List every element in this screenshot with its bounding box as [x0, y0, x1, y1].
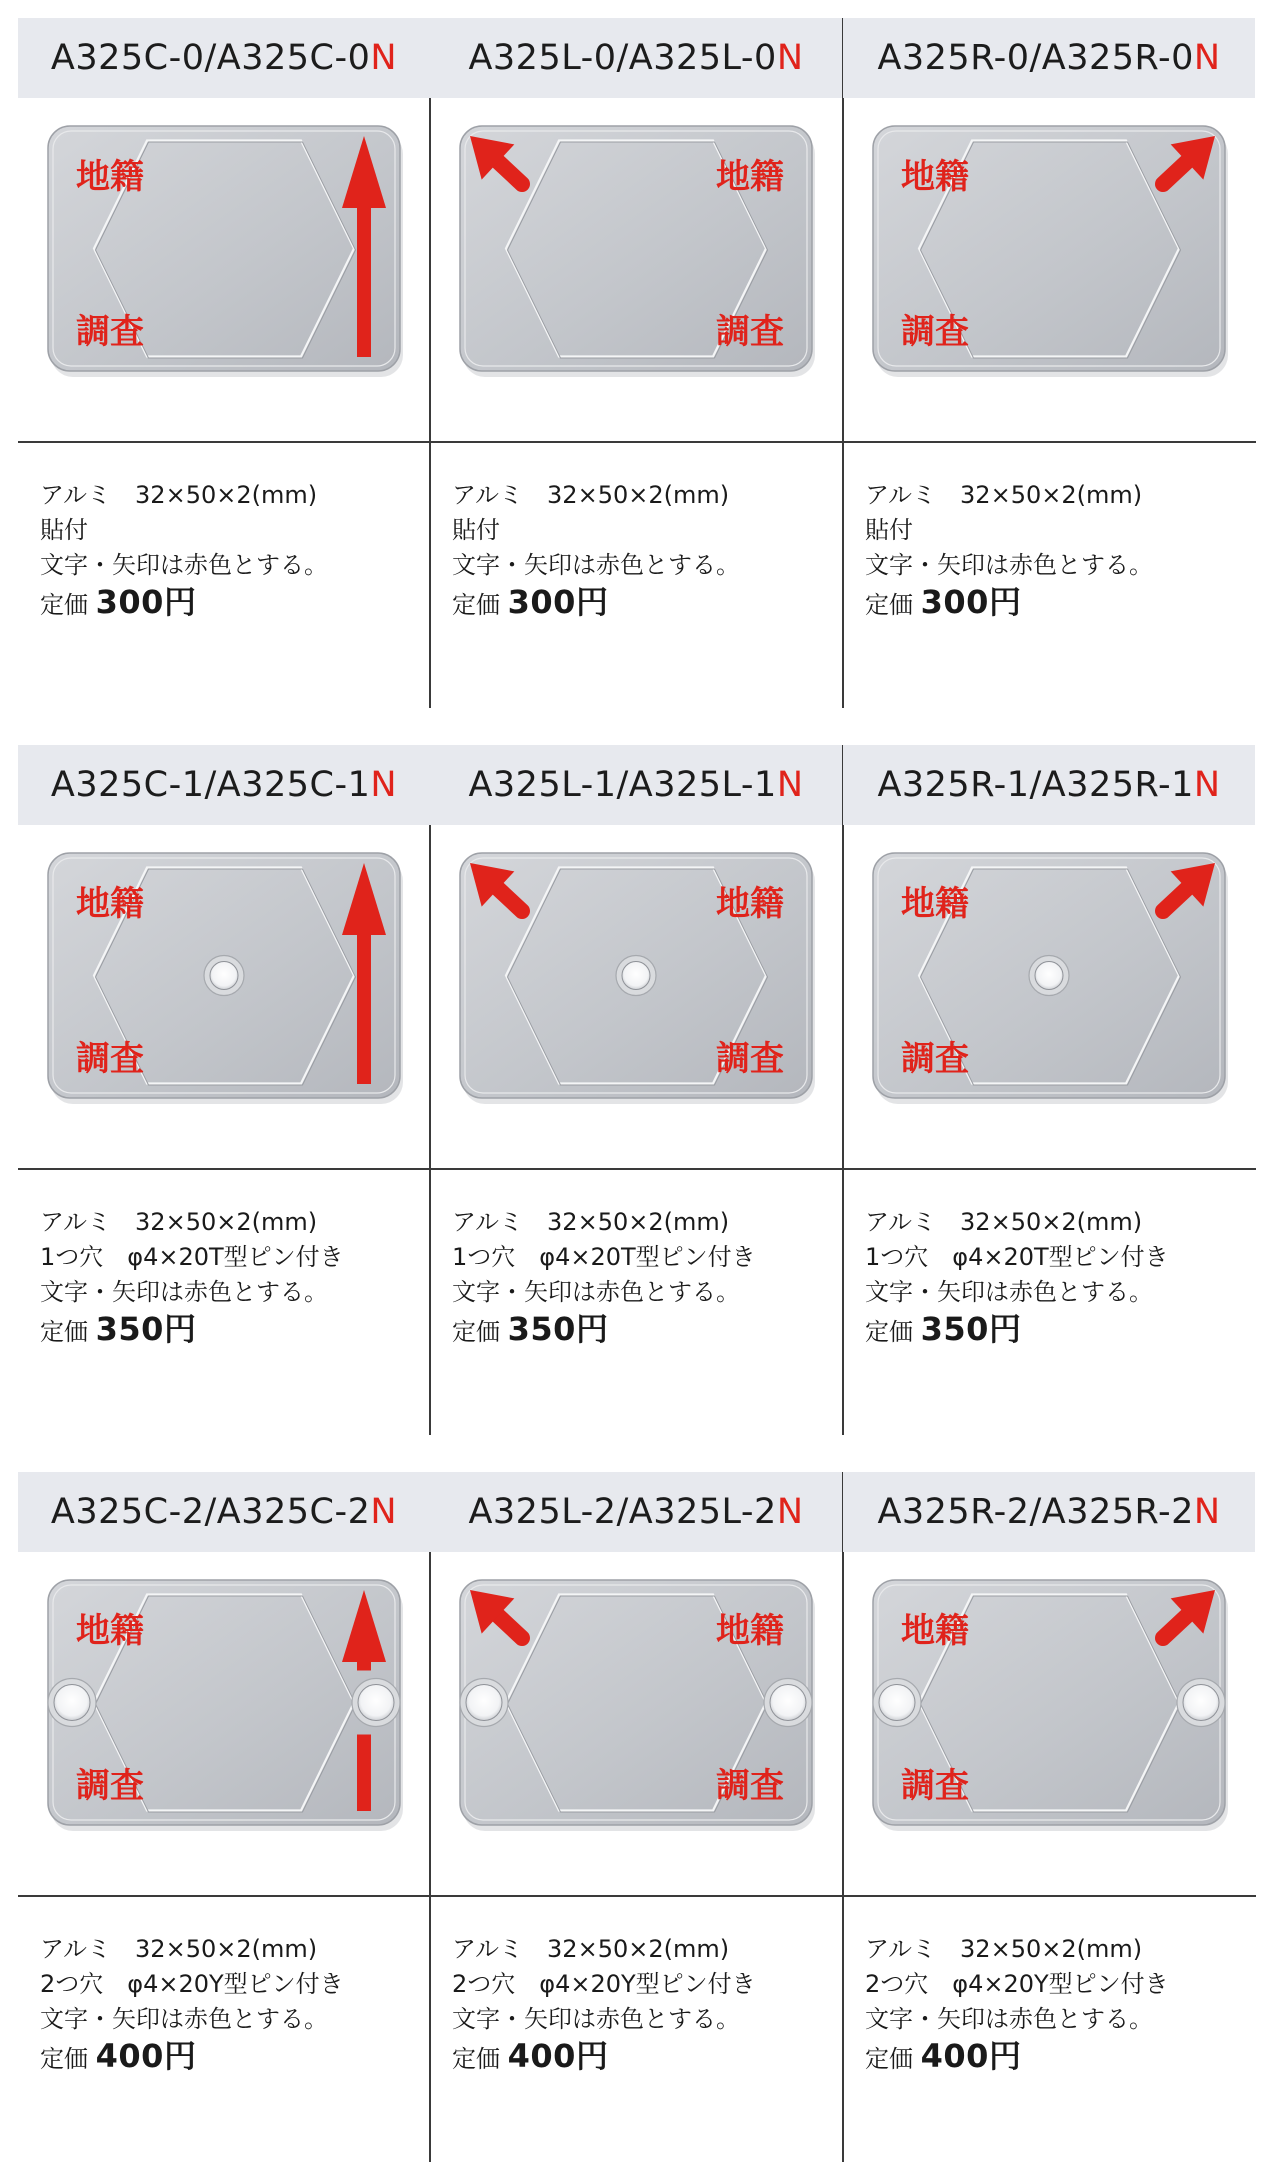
label-bottom: 調査 — [901, 1766, 969, 1806]
mounting-hole — [770, 1685, 806, 1721]
mounting-hole — [210, 962, 238, 990]
product-cell — [843, 745, 1255, 1435]
spec-material: アルミ 32×50×2(mm) — [452, 1208, 730, 1236]
plate-image — [843, 98, 1255, 441]
product-code: A325L-2/A325L-2N — [468, 1492, 804, 1532]
mounting-hole — [466, 1685, 502, 1721]
code-suffix: N — [776, 38, 804, 78]
product-section-1 — [18, 745, 1256, 1435]
mounting-hole — [622, 962, 650, 990]
spec-color-note: 文字・矢印は赤色とする。 — [40, 1278, 328, 1306]
plate-image — [18, 98, 430, 441]
label-bottom: 調査 — [76, 1039, 144, 1079]
price-amount: 300円 — [95, 583, 197, 621]
plate-image — [843, 825, 1255, 1168]
spec-mount: 1つ穴 φ4×20T型ピン付き — [452, 1243, 756, 1271]
plate-image — [430, 825, 842, 1168]
product-header — [18, 1472, 430, 1552]
label-top: 地籍 — [901, 157, 969, 197]
product-description — [40, 1205, 424, 1350]
product-code: A325L-0/A325L-0N — [468, 38, 804, 78]
product-code: A325R-1/A325R-1N — [877, 765, 1221, 805]
product-header — [843, 18, 1255, 98]
code-suffix: N — [776, 1492, 804, 1532]
price-label: 定価 — [452, 591, 500, 619]
product-cell — [843, 1472, 1255, 2162]
label-bottom: 調査 — [901, 1039, 969, 1079]
spec-material: アルミ 32×50×2(mm) — [40, 1208, 318, 1236]
price — [40, 1312, 424, 1350]
product-cell — [18, 745, 430, 1435]
price-label: 定価 — [40, 1318, 88, 1346]
code-suffix: N — [370, 1492, 398, 1532]
product-cell — [18, 1472, 430, 2162]
spec-color-note: 文字・矢印は赤色とする。 — [452, 2005, 740, 2033]
price — [865, 1312, 1249, 1350]
product-description — [40, 1932, 424, 2077]
spec-mount: 貼付 — [40, 516, 88, 544]
price — [40, 2039, 424, 2077]
spec-mount: 2つ穴 φ4×20Y型ピン付き — [452, 1970, 756, 1998]
price-amount: 350円 — [507, 1310, 609, 1348]
product-header — [18, 18, 430, 98]
product-header — [430, 1472, 842, 1552]
product-section-0 — [18, 18, 1256, 708]
spec-color-note: 文字・矢印は赤色とする。 — [452, 1278, 740, 1306]
product-description — [452, 1205, 836, 1350]
product-cell — [18, 18, 430, 708]
product-description — [40, 478, 424, 623]
product-description — [452, 1932, 836, 2077]
label-bottom: 調査 — [76, 312, 144, 352]
label-top: 地籍 — [716, 1611, 784, 1651]
product-cell — [430, 18, 842, 708]
price-amount: 350円 — [920, 1310, 1022, 1348]
price-label: 定価 — [40, 591, 88, 619]
label-bottom: 調査 — [716, 312, 784, 352]
spec-material: アルミ 32×50×2(mm) — [452, 481, 730, 509]
price-amount: 350円 — [95, 1310, 197, 1348]
product-header — [18, 745, 430, 825]
price — [452, 1312, 836, 1350]
spec-mount: 2つ穴 φ4×20Y型ピン付き — [40, 1970, 344, 1998]
product-description — [452, 478, 836, 623]
spec-color-note: 文字・矢印は赤色とする。 — [40, 2005, 328, 2033]
spec-mount: 1つ穴 φ4×20T型ピン付き — [40, 1243, 344, 1271]
price-amount: 400円 — [507, 2037, 609, 2075]
price-label: 定価 — [865, 2045, 913, 2073]
product-header — [843, 745, 1255, 825]
price-amount: 400円 — [95, 2037, 197, 2075]
plate-image — [18, 1552, 430, 1895]
label-top: 地籍 — [901, 1611, 969, 1651]
spec-mount: 1つ穴 φ4×20T型ピン付き — [865, 1243, 1169, 1271]
product-cell — [843, 18, 1255, 708]
mounting-hole — [1183, 1685, 1219, 1721]
price-label: 定価 — [865, 591, 913, 619]
label-top: 地籍 — [76, 1611, 144, 1651]
code-suffix: N — [370, 38, 398, 78]
spec-mount: 貼付 — [452, 516, 500, 544]
label-bottom: 調査 — [901, 312, 969, 352]
mounting-hole — [54, 1685, 90, 1721]
price — [865, 2039, 1249, 2077]
product-header — [430, 745, 842, 825]
price — [40, 585, 424, 623]
label-bottom: 調査 — [76, 1766, 144, 1806]
plate-image — [430, 98, 842, 441]
product-code: A325C-1/A325C-1N — [50, 765, 398, 805]
price-label: 定価 — [40, 2045, 88, 2073]
product-code: A325L-1/A325L-1N — [468, 765, 804, 805]
mounting-hole — [1035, 962, 1063, 990]
spec-color-note: 文字・矢印は赤色とする。 — [865, 2005, 1153, 2033]
code-suffix: N — [1193, 765, 1221, 805]
product-description — [865, 478, 1249, 623]
code-suffix: N — [776, 765, 804, 805]
spec-mount: 2つ穴 φ4×20Y型ピン付き — [865, 1970, 1169, 1998]
label-top: 地籍 — [76, 884, 144, 924]
price — [452, 585, 836, 623]
product-code: A325C-2/A325C-2N — [50, 1492, 398, 1532]
spec-material: アルミ 32×50×2(mm) — [865, 1208, 1143, 1236]
spec-material: アルミ 32×50×2(mm) — [865, 1935, 1143, 1963]
product-code: A325C-0/A325C-0N — [50, 38, 398, 78]
price-amount: 400円 — [920, 2037, 1022, 2075]
spec-material: アルミ 32×50×2(mm) — [865, 481, 1143, 509]
price-amount: 300円 — [920, 583, 1022, 621]
price-amount: 300円 — [507, 583, 609, 621]
price-label: 定価 — [865, 1318, 913, 1346]
price — [865, 585, 1249, 623]
plate-image — [430, 1552, 842, 1895]
spec-color-note: 文字・矢印は赤色とする。 — [40, 551, 328, 579]
label-bottom: 調査 — [716, 1039, 784, 1079]
product-header — [430, 18, 842, 98]
label-top: 地籍 — [901, 884, 969, 924]
label-top: 地籍 — [716, 884, 784, 924]
product-section-2 — [18, 1472, 1256, 2162]
price-label: 定価 — [452, 1318, 500, 1346]
plate-image — [843, 1552, 1255, 1895]
price — [452, 2039, 836, 2077]
product-code: A325R-0/A325R-0N — [877, 38, 1221, 78]
product-cell — [430, 745, 842, 1435]
code-suffix: N — [1193, 1492, 1221, 1532]
product-description — [865, 1205, 1249, 1350]
spec-mount: 貼付 — [865, 516, 913, 544]
code-suffix: N — [370, 765, 398, 805]
code-suffix: N — [1193, 38, 1221, 78]
mounting-hole — [358, 1685, 394, 1721]
spec-color-note: 文字・矢印は赤色とする。 — [865, 551, 1153, 579]
spec-material: アルミ 32×50×2(mm) — [40, 481, 318, 509]
product-header — [843, 1472, 1255, 1552]
product-cell — [430, 1472, 842, 2162]
product-description — [865, 1932, 1249, 2077]
label-top: 地籍 — [76, 157, 144, 197]
spec-material: アルミ 32×50×2(mm) — [40, 1935, 318, 1963]
price-label: 定価 — [452, 2045, 500, 2073]
product-code: A325R-2/A325R-2N — [877, 1492, 1221, 1532]
spec-color-note: 文字・矢印は赤色とする。 — [865, 1278, 1153, 1306]
mounting-hole — [879, 1685, 915, 1721]
spec-material: アルミ 32×50×2(mm) — [452, 1935, 730, 1963]
plate-image — [18, 825, 430, 1168]
label-top: 地籍 — [716, 157, 784, 197]
spec-color-note: 文字・矢印は赤色とする。 — [452, 551, 740, 579]
label-bottom: 調査 — [716, 1766, 784, 1806]
